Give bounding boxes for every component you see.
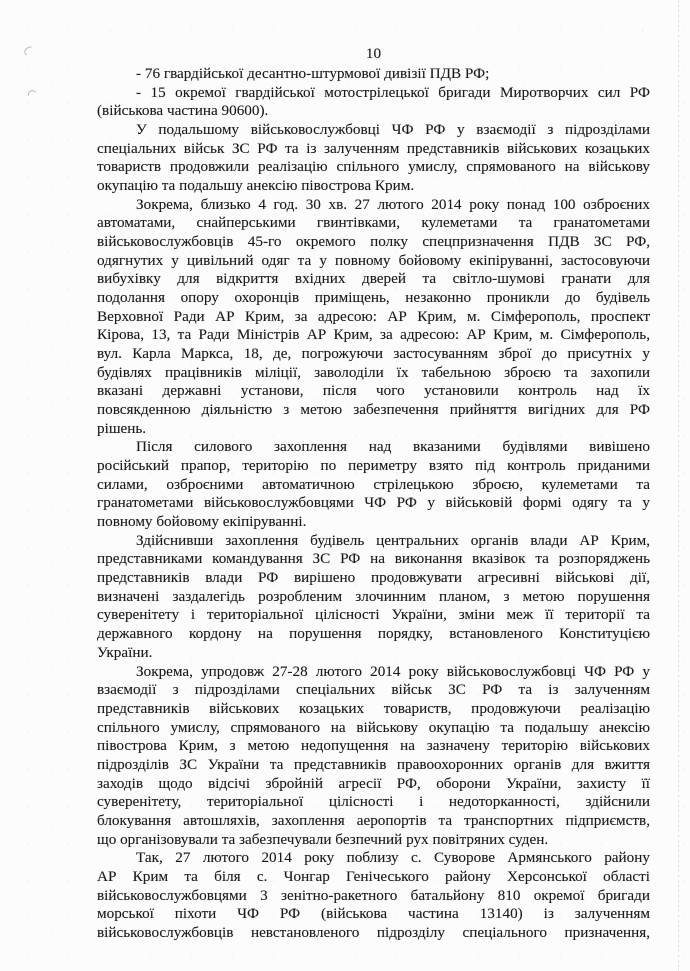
text-line: суверенітету, територіальної цілісності і недоторканності, здійснили [97,793,650,811]
text-line: морської піхоти ЧФ РФ (військова частина 13140) із залученням [97,905,650,923]
text-line: Кірова, 13, та Ради Міністрів АР Крим, за адресою: АР Крим, м. Сімферополь, [97,326,650,344]
text-line: визначені заздалегідь розробленим злочинним планом, з метою порушення [97,587,650,605]
text-line: спеціальних військ ЗС РФ та із залученням представників військових козацьких [97,139,650,157]
text-line: окупацію та подальшу анексію півострова Крим. [97,177,415,195]
text-line: Зокрема, упродовж 27-28 лютого 2014 року військовослужбовці ЧФ РФ у [136,662,650,680]
text-line: (військова частина 90600). [97,102,269,120]
document-text [97,65,650,943]
scan-speck-mark [23,45,35,56]
page-number: 10 [365,45,382,62]
text-line: представниками командування ЗС РФ на виконання вказівок та розпоряджень [97,550,650,568]
scan-edge-line [678,0,679,971]
text-line: півострова Крим, з метою недопущення на зазначену територію військових [97,737,650,755]
text-line: заходів щодо відсічі збройній агресії РФ, оборони України, захисту її [97,774,650,792]
text-line: України. [97,643,153,661]
text-line: Здійснивши захоплення будівель центральних органів влади АР Крим, [136,531,650,549]
text-line: військовослужбовців 45-го окремого полку спецпризначення ПДВ ЗС РФ, [97,233,650,251]
text-line: вул. Карла Маркса, 18, де, погрожуючи застосуванням зброї до присутніх у [97,345,650,363]
text-line: суверенітету і територіальної цілісності України, зміни меж її території та [97,606,650,624]
text-line: військовослужбовців невстановленого підрозділу спеціального призначення, [97,923,650,941]
text-line: взаємодії з підрозділами спеціальних військ ЗС РФ та із залученням [97,681,650,699]
text-line: автоматами, снайперськими гвинтівками, кулеметами та гранатометами [97,214,650,232]
text-line: АР Крим та біля с. Чонгар Генічеського району Херсонської області [97,867,650,885]
text-line: силами, озброєними автоматичною стрілецькою зброєю, кулеметами та [97,475,650,493]
text-line: блокування автошляхів, захоплення аеропортів та транспортних підприємств, [97,811,650,829]
text-line: спільного умислу, спрямованого на військову окупацію та подальшу анексію [97,718,650,736]
text-line: подолання опору охоронців приміщень, незаконно проникли до будівель [97,289,650,307]
text-line: гранатометами військовослужбовцями ЧФ РФ у військовій формі одягу та у [97,494,650,512]
text-line: У подальшому військовослужбовці ЧФ РФ у взаємодії з підрозділами [136,121,650,139]
text-line: вказані державні установи, після чого установили контроль над їх [97,382,650,400]
text-line: рішень. [97,419,147,437]
text-line: підрозділів ЗС України та представників правоохоронних органів для вжиття [97,755,650,773]
text-line: представників влади РФ вирішено продовжувати агресивні військові дії, [97,569,650,587]
text-line: Верховної Ради АР Крим, за адресою: АР Крим, м. Сімферополь, проспект [97,307,650,325]
text-line: Так, 27 лютого 2014 року поблизу с. Суворове Армянського району [136,849,650,867]
text-line: будівлях працівників міліції, заволоділи їх табельною зброєю та захопили [97,363,650,381]
text-line: Після силового захоплення над вказаними будівлями вивішено [136,438,650,456]
text-line: російський прапор, територію по периметру взято під контроль приданими [97,457,650,475]
text-line: - 15 окремої гвардійської мотострілецької бригади Миротворчих сил РФ [136,83,650,101]
text-line: повсякденною діяльністю з метою забезпечення прийняття вигідних для РФ [97,401,650,419]
text-line: вибухівку для відкриття вхідних дверей та світло-шумові гранати для [97,270,650,288]
text-line: що організовували та забезпечували безпечний рух повітряних суден. [97,830,549,848]
scan-speck-mark [27,89,37,99]
text-line: товариств продовжили реалізацію спільного умислу, спрямованого на військову [97,158,650,176]
text-line: - 76 гвардійської десантно-штурмової дивізії ПДВ РФ; [136,65,490,82]
text-line: Зокрема, близько 4 год. 30 хв. 27 лютого 2014 року понад 100 озброєних [136,195,650,213]
text-line: повному бойовому екіпіруванні. [97,513,307,531]
text-line: державного кордону на порушення порядку, встановленого Конституцією [97,625,650,643]
text-line: військовослужбовцями 3 зенітно-ракетного батальйону 810 окремої бригади [97,886,650,904]
text-line: одягнутих у цивільний одяг та у повному бойовому екіпіруванні, застосовуючи [97,251,650,269]
text-line: представників військових козацьких товариств, продовжуючи реалізацію [97,699,650,717]
